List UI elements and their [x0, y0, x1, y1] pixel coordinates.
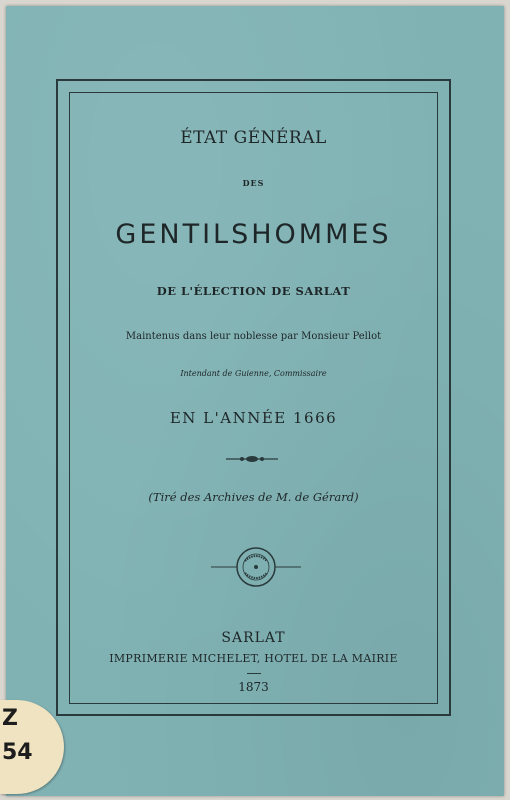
shelf-label-line2: 54	[2, 740, 33, 765]
subtitle-italic: Intendant de Guienne, Commissaire	[180, 369, 327, 378]
title-line-election: DE L'ÉLECTION DE SARLAT	[156, 284, 351, 298]
imprint-year: 1873	[238, 680, 269, 694]
imprint-city: SARLAT	[221, 630, 286, 646]
title-line-etat-general: ÉTAT GÉNÉRAL	[180, 128, 327, 148]
year-line: EN L'ANNÉE 1666	[169, 409, 338, 427]
library-stamp	[211, 545, 301, 589]
subtitle: Maintenus dans leur noblesse par Monsieur Pellot	[125, 331, 382, 342]
main-title: GENTILSHOMMES	[115, 219, 392, 250]
source-note: (Tiré des Archives de M. de Gérard)	[148, 490, 359, 504]
imprint-rule	[247, 673, 261, 674]
imprint-printer: IMPRIMERIE MICHELET, HOTEL DE LA MAIRIE	[109, 652, 398, 665]
shelf-label-line1: Z	[2, 706, 18, 731]
ornament-divider	[224, 452, 280, 466]
title-line-des: DES	[242, 178, 265, 188]
